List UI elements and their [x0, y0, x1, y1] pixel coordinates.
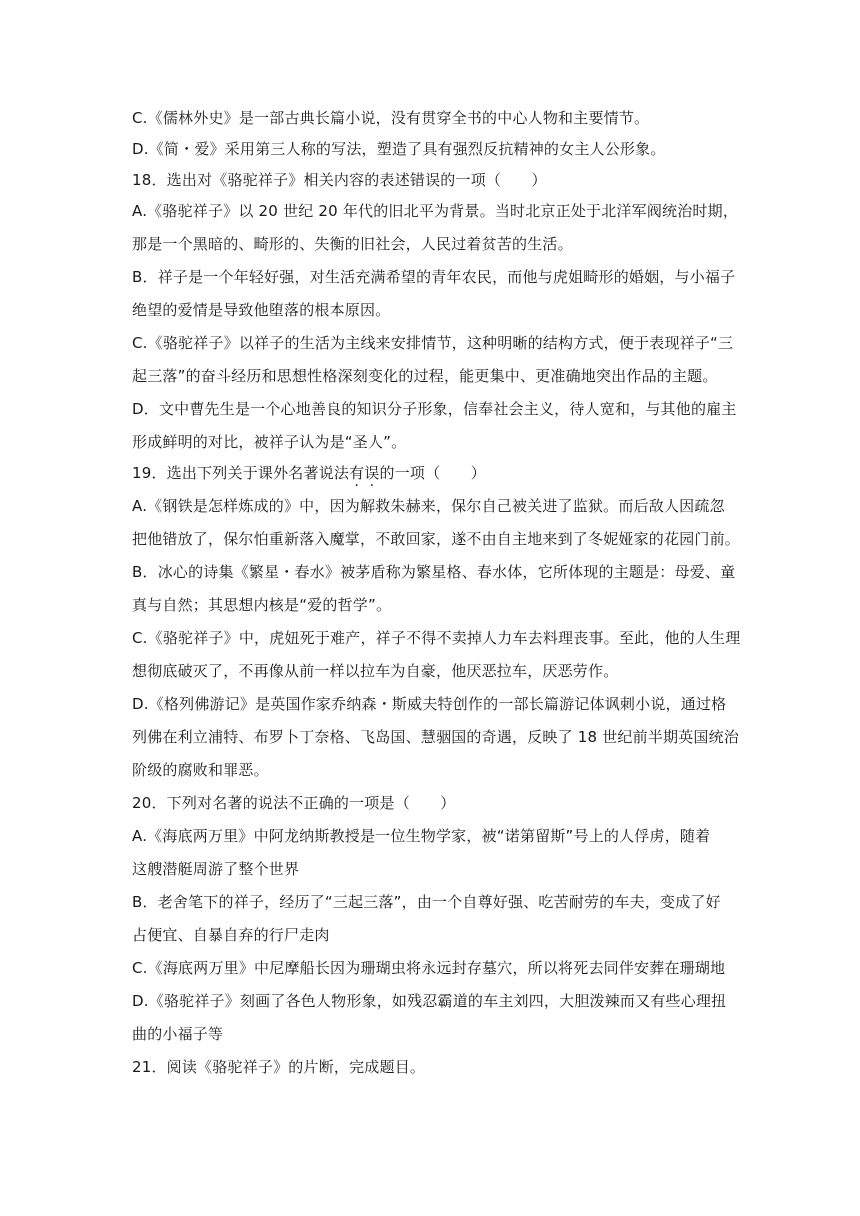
q18-option-a-line1: A.《骆驼祥子》以 20 世纪 20 年代的旧北平为背景。当时北京正处于北洋军阀统治时期，	[132, 202, 739, 220]
q18-option-b-line2: 绝望的爱情是导致他堕落的根本原因。	[132, 301, 391, 319]
q20-option-d-line1: D.《骆驼祥子》刻画了各色人物形象，如残忍霸道的车主刘四，大胆泼辣而又有些心理扭	[132, 992, 727, 1010]
q19-option-d-line3: 阶级的腐败和罪恶。	[132, 761, 269, 779]
q18-option-b-line1: B．祥子是一个年轻好强，对生活充满希望的青年农民，而他与虎姐畸形的婚姻，与小福子	[132, 268, 736, 286]
q19-option-b-line2: 真与自然；其思想内核是“爱的哲学”。	[132, 596, 392, 614]
option-c-q17: C.《儒林外史》是一部古典长篇小说，没有贯穿全书的中心人物和主要情节。	[132, 109, 650, 127]
q20-option-b-line2: 占便宜、自暴自弃的行尸走肉	[132, 926, 330, 944]
q19-stem-part1: 19．选出下列关于课外名著说法	[132, 464, 350, 482]
q19-emphasis-char-2: 误	[364, 464, 380, 482]
q20-option-d-line2: 曲的小福子等	[132, 1025, 224, 1043]
q19-stem-part2: 的一项（ ）	[379, 464, 486, 482]
q19-option-d-line2: 列佛在利立浦特、布罗卜丁奈格、飞岛国、慧骃国的奇遇，反映了 18 世纪前半期英国统治	[132, 728, 740, 746]
option-d-q17: D.《简・爱》采用第三人称的写法，塑造了具有强烈反抗精神的女主人公形象。	[132, 140, 666, 158]
q20-option-b-line1: B．老舍笔下的祥子，经历了“三起三落”，由一个自尊好强、吃苦耐劳的车夫，变成了好	[132, 893, 721, 911]
q19-option-b-line1: B．冰心的诗集《繁星・春水》被茅盾称为繁星格、春水体，它所体现的主题是：母爱、童	[132, 563, 736, 581]
q20-option-a-line2: 这艘潜艇周游了整个世界	[132, 860, 300, 878]
q20-option-a-line1: A.《海底两万里》中阿龙纳斯教授是一位生物学家，被“诺第留斯”号上的人俘虏，随着	[132, 827, 711, 845]
question-18-stem: 18．选出对《骆驼祥子》相关内容的表述错误的一项（ ）	[132, 171, 547, 189]
q18-option-c-line2: 起三落”的奋斗经历和思想性格深刻变化的过程，能更集中、更准确地突出作品的主题。	[132, 367, 718, 385]
q19-option-c-line1: C.《骆驼祥子》中，虎妞死于难产，祥子不得不卖掉人力车去料理丧事。至此，他的人生理	[132, 629, 741, 647]
q19-option-a-line1: A.《钢铁是怎样炼成的》中，因为解救朱赫来，保尔自己被关进了监狱。而后敌人因疏忽	[132, 497, 725, 515]
document-page	[132, 108, 741, 1077]
question-19-stem	[132, 463, 732, 483]
q18-option-d-line1: D．文中曹先生是一个心地善良的知识分子形象，信奉社会主义，待人宽和，与其他的雇主	[132, 400, 737, 418]
q19-option-d-line1: D.《格列佛游记》是英国作家乔纳森・斯威夫特创作的一部长篇游记体讽刺小说，通过格	[132, 695, 727, 713]
question-21-stem: 21．阅读《骆驼祥子》的片断，完成题目。	[132, 1058, 426, 1076]
q19-emphasis-char-1: 有	[349, 464, 365, 482]
q18-option-a-line2: 那是一个黑暗的、畸形的、失衡的旧社会，人民过着贫苦的生活。	[132, 235, 573, 253]
q18-option-d-line2: 形成鲜明的对比，被祥子认为是“圣人”。	[132, 433, 407, 451]
question-20-stem: 20．下列对名著的说法不正确的一项是（ ）	[132, 794, 456, 812]
q18-option-c-line1: C.《骆驼祥子》以祥子的生活为主线来安排情节，这种明晰的结构方式，便于表现祥子“三	[132, 334, 734, 352]
q20-option-c: C.《海底两万里》中尼摩船长因为珊瑚虫将永远封存墓穴，所以将死去同伴安葬在珊瑚地	[132, 959, 726, 977]
q19-option-a-line2: 把他错放了，保尔怕重新落入魔掌，不敢回家，遂不由自主地来到了冬妮娅家的花园门前。	[132, 530, 741, 548]
q19-option-c-line2: 想彻底破灭了，不再像从前一样以拉车为自豪，他厌恶拉车，厌恶劳作。	[132, 662, 619, 680]
